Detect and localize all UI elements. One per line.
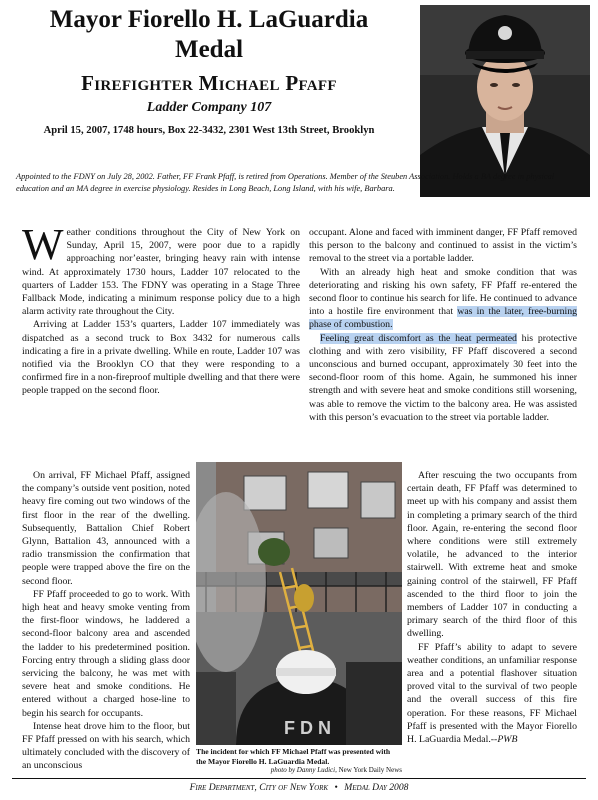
highlighted-text: was in the later, free-burning phase of combustion.	[309, 306, 577, 331]
article-column-2-top	[309, 226, 577, 424]
article-column-1-top	[22, 220, 300, 398]
footer-separator: •	[334, 782, 338, 793]
recipient-bio: Appointed to the FDNY on July 28, 2002. Father, FF Frank Pfaff, is retired from Operations. Member of the Steuben Association. Holds a BA degree in physical education and an MA degree in exercise physiology. Resides in Long Beach, Long Island, with his wife, Barbara.	[16, 172, 555, 193]
article-paragraph: occupant. Alone and faced with imminent danger, FF Pfaff removed this person to the balcony and continued to assist in the victim’s removal to the street via a portable ladder.	[309, 227, 577, 265]
footer-event: Medal Day 2008	[344, 782, 409, 793]
paragraph-text: eather conditions throughout the City of New York on Sunday, April 15, 2007, were poor due to a rapidly approaching nor’easter, bringing heavy rain with intense wind. At approximately 1730 hours, Ladder 107 relocated to the quarters of Ladder 153. The FDNY was operating in a Stage Three Fallback Mode, indicating a minimum response policy due to a high alarm activity rate throughout the City.	[22, 227, 300, 318]
article-column-1-bottom	[22, 469, 190, 773]
photo-credit-prefix: photo by Danny Ludici,	[270, 766, 337, 774]
article-paragraph: FF Pfaff proceeded to go to work. With high heat and heavy smoke venting from the first-floor windows, he laddered a second-floor balcony area and ascended the ladder to his predetermined position. Forcing entry through a sliding glass door servicing the balcony, he was met with severe heat and smoke conditions. He entered without a charged hose-line to begin his search for occupants.	[22, 588, 190, 719]
portrait-illustration	[420, 5, 590, 197]
firefighter-portrait	[420, 5, 590, 197]
article-paragraph: Arriving at Ladder 153’s quarters, Ladder 107 immediately was dispatched as a second truck to Box 3432 for numerous calls indicating a fire in a private dwelling. While en route, Ladder 107 was notified via the Brooklyn CO that they were responding to a confirmed fire in a non-fireproof multiple dwelling and that there were people trapped on the second floor.	[22, 319, 300, 397]
photo-caption: The incident for which FF Michael Pfaff was presented with the Mayor Fiorello H. LaGuardia Medal.	[196, 747, 391, 766]
medal-title-line2: Medal	[174, 36, 244, 63]
drop-cap: W	[22, 220, 64, 269]
medal-title-line1: Mayor Fiorello H. LaGuardia	[49, 6, 369, 33]
paragraph-text: With an already high heat and smoke condition that was deteriorating and risking his own safety, FF Pfaff re-entered the second floor to continue his search for life. He continued to advance into a hostile fire environment that	[309, 266, 577, 318]
footer-department: Fire Department, City of New York	[189, 782, 329, 793]
paragraph-text: his protective clothing and with zero visibility, FF Pfaff discovered a second unconscious and burned occupant, approximately 30 feet into the second-floor room of this home. Again, he summoned his inner strength and with severe heat and smoke conditions still worsening, was able to remove the victim to the balcony area. He was assisted with this person’s evacuation to the street via portable ladder.	[309, 332, 577, 423]
article-paragraph	[309, 332, 577, 424]
author-signature: PWB	[497, 734, 518, 746]
helmet-lettering: F D N	[284, 718, 331, 738]
paragraph-text: FF Pfaff’s ability to adapt to severe weather conditions, an unfamiliar response area and a potential flashover situation proved vital to the survival of two people and the overall success of this fire operation. For these reasons, FF Michael Pfaff is presented with the Mayor Fiorello H. LaGuardia Medal.--	[407, 641, 577, 746]
footer-divider	[12, 778, 586, 779]
photo-credit-source: New York Daily News	[336, 766, 402, 774]
incident-photo	[196, 462, 402, 745]
article-paragraph	[22, 220, 300, 318]
article-paragraph: Intense heat drove him to the floor, but FF Pfaff pressed on with his search, which ultimately concluded with the discovery of an unconscious	[22, 720, 190, 772]
article-paragraph: After rescuing the two occupants from certain death, FF Pfaff was determined to meet up with his company and assist them in completing a primary search of the third floor. Again, re-entering the second floor where conditions were still extremely volatile, he advanced to the interior stairwell. With extreme heat and smoke gaining control of the stairwell, FF Pfaff ascended to the third floor to join the members of Ladder 107 in conducting a primary search of the third floor of this dwelling.	[407, 470, 577, 640]
highlighted-text: Feeling great discomfort as the heat permeated	[320, 332, 517, 344]
article-column-2-bottom	[407, 469, 577, 746]
article-paragraph: On arrival, FF Michael Pfaff, assigned the company’s outside vent position, noted heavy fire coming out two windows of the first floor in the rear of the dwelling. Subsequently, Battalion Chief Robert Glynn, Battalion 43, announced with a radio transmission the confirmation that people were trapped above the fire on the second floor.	[22, 470, 190, 587]
photo-credit	[196, 766, 402, 775]
recipient-name: Firefighter Michael Pfaff	[81, 71, 337, 95]
article-paragraph	[407, 641, 577, 747]
page-footer	[12, 781, 586, 794]
article-paragraph	[309, 266, 577, 332]
incident-dateline: April 15, 2007, 1748 hours, Box 22-3432, 2301 West 13th Street, Brooklyn	[43, 125, 375, 136]
company-name: Ladder Company 107	[146, 100, 272, 115]
incident-photo-illustration	[196, 462, 402, 745]
